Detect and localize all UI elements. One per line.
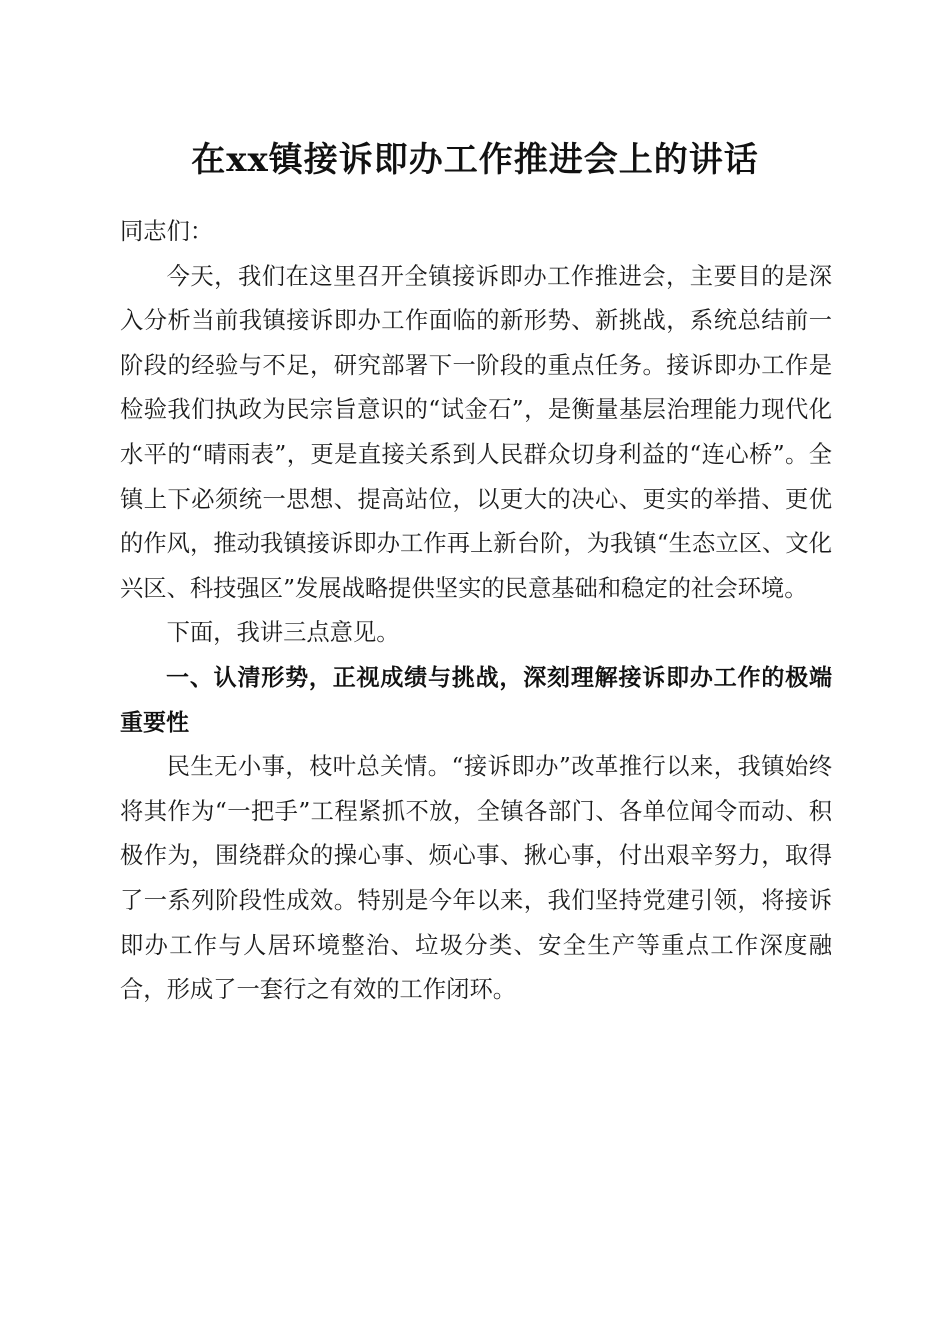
salutation: 同志们：	[120, 218, 214, 245]
document-title: 在xx镇接诉即办工作推进会上的讲话	[191, 140, 759, 180]
document-body	[120, 210, 832, 1013]
section-body-1: 民生无小事，枝叶总关情。“接诉即办”改革推行以来，我镇始终将其作为“一把手”工程紧抓不放，全镇各部门、各单位闻令而动、积极作为，围绕群众的操心事、烦心事、揪心事，付出艰辛努力，取得了一系列阶段性成效。特别是今年以来，我们坚持党建引领，将接诉即办工作与人居环境整治、垃圾分类、安全生产等重点工作深度融合，形成了一套行之有效的工作闭环。	[120, 753, 832, 1004]
section-heading-1: 一、认清形势，正视成绩与挑战，深刻理解接诉即办工作的极端重要性	[120, 664, 832, 736]
intro-paragraph: 今天，我们在这里召开全镇接诉即办工作推进会，主要目的是深入分析当前我镇接诉即办工作面临的新形势、新挑战，系统总结前一阶段的经验与不足，研究部署下一阶段的重点任务。接诉即办工作是检验我们执政为民宗旨意识的“试金石”，是衡量基层治理能力现代化水平的“晴雨表”，更是直接关系到人民群众切身利益的“连心桥”。全镇上下必须统一思想、提高站位，以更大的决心、更实的举措、更优的作风，推动我镇接诉即办工作再上新台阶，为我镇“生态立区、文化兴区、科技强区”发展战略提供坚实的民意基础和稳定的社会环境。	[120, 262, 832, 602]
transition-paragraph: 下面，我讲三点意见。	[166, 619, 400, 647]
